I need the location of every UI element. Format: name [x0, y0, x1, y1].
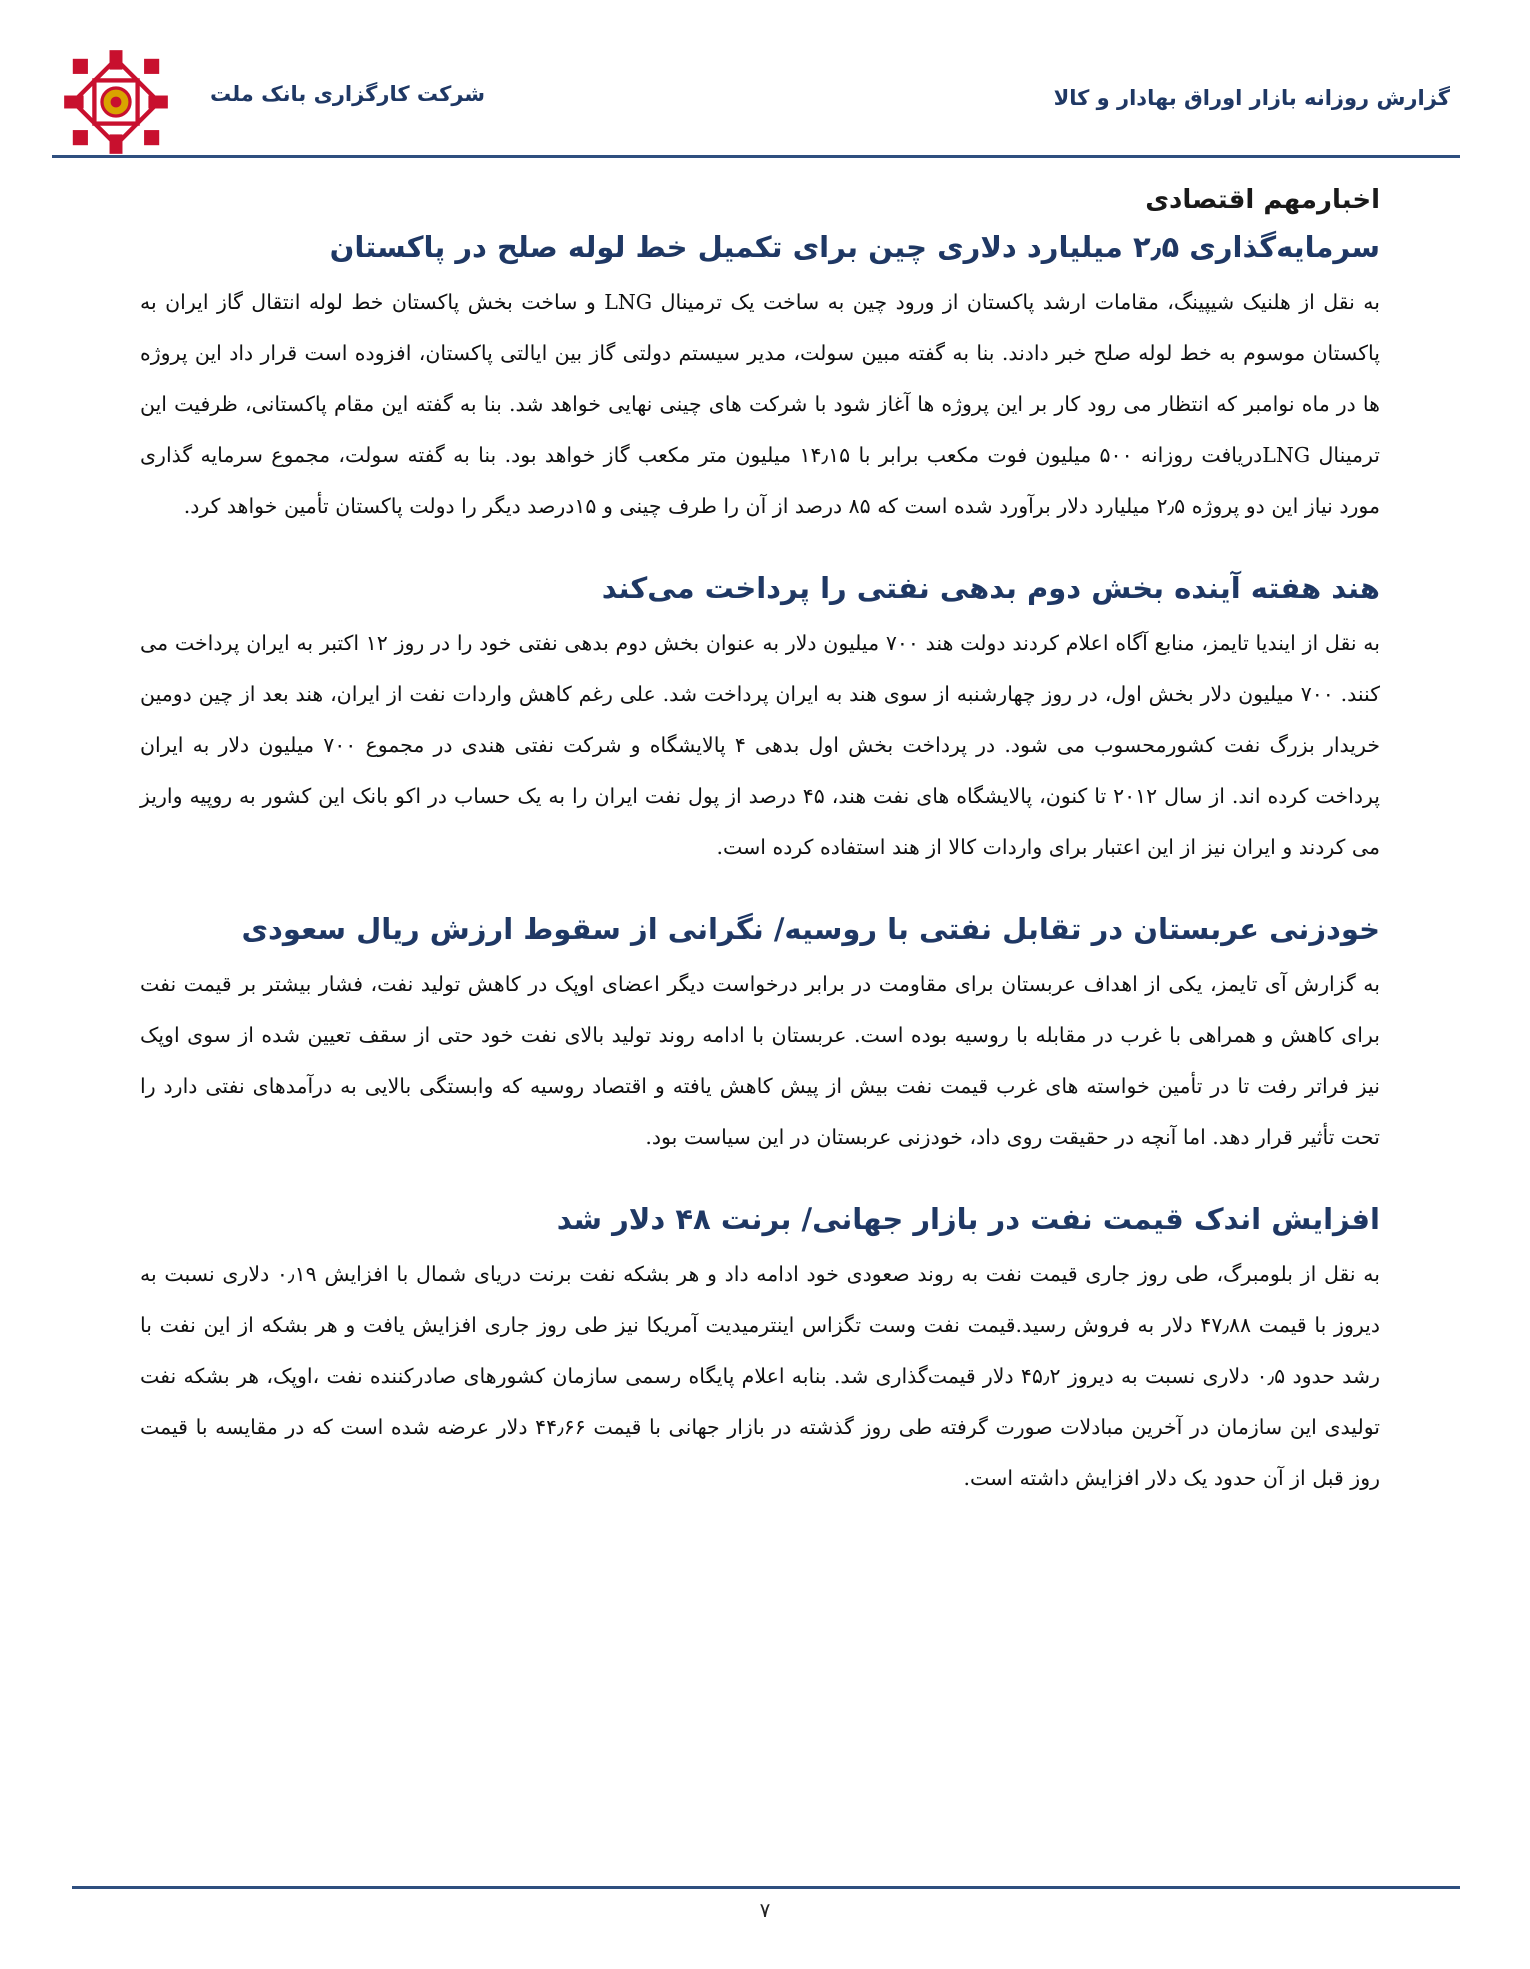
news-item: [140, 907, 1380, 1163]
footer-divider: [72, 1886, 1460, 1889]
news-body: به نقل از هلنیک شیپینگ، مقامات ارشد پاکستان از ورود چین به ساخت یک ترمینال LNG و ساخت بخش پاکستان خط لوله انتقال گاز ایران به پاکستان موسوم به خط لوله صلح خبر دادند. بنا به گفته مبین سولت، مدیر سیستم دولتی گاز بین ایالتی پاکستان، افزوده است قرار داد این پروژه ها در ماه نوامبر که انتظار می رود کار بر این پروژه ها آغاز شود با شرکت های چینی نهایی خواهد شد. بنا به گفته این مقام پاکستانی، ظرفیت این ترمینال LNGدریافت روزانه ۵۰۰ میلیون فوت مکعب برابر با ۱۴٫۱۵ میلیون متر مکعب گاز خواهد بود. بنا به گفته سولت، مجموع سرمایه گذاری مورد نیاز این دو پروژه ۲٫۵ میلیارد دلار برآورد شده است که ۸۵ درصد از آن را طرف چینی و ۱۵درصد دیگر را دولت پاکستان تأمین خواهد کرد.: [140, 290, 1380, 518]
company-name: شرکت کارگزاری بانک ملت: [210, 82, 486, 106]
news-item: [140, 566, 1380, 873]
page-number: ۷: [759, 1898, 771, 1922]
section-label: اخبارمهم اقتصادی: [1145, 185, 1380, 215]
news-body: به گزارش آی تایمز، یکی از اهداف عربستان برای مقاومت در برابر درخواست دیگر اعضای اوپک در کاهش تولید نفت، فشار بیشتر بر قیمت نفت برای کاهش و همراهی با غرب در مقابله با روسیه بوده است. عربستان با ادامه روند تولید بالای نفت خود حتی از سقف تعیین شده از سوی اوپک نیز فراتر رفت تا در تأمین خواسته های غرب قیمت نفت بیش از پیش کاهش یافته و اقتصاد روسیه که وابستگی بالایی به درآمدهای نفتی دارد را تحت تأثیر قرار دهد. اما آنچه در حقیقت روی داد، خودزنی عربستان در این سیاست بود.: [140, 972, 1380, 1149]
news-item: [140, 225, 1380, 532]
report-title: گزارش روزانه بازار اوراق بهادار و کالا: [1053, 86, 1450, 110]
main-content: [140, 175, 1380, 1538]
header-divider: [52, 155, 1460, 158]
news-item: [140, 1197, 1380, 1504]
page-header: [0, 0, 1530, 160]
news-body: به نقل از بلومبرگ، طی روز جاری قیمت نفت به روند صعودی خود ادامه داد و هر بشکه نفت برنت دریای شمال با افزایش ۰٫۱۹ دلاری نسبت به دیروز با قیمت ۴۷٫۸۸ دلار به فروش رسید.قیمت نفت وست تگزاس اینترمیدیت آمریکا نیز طی روز جاری افزایش یافت و هر بشکه از این نفت با رشد حدود ۰٫۵ دلاری نسبت به دیروز ۴۵٫۲ دلار قیمت‌گذاری شد. بنابه اعلام پایگاه رسمی سازمان کشورهای صادرکننده نفت ،اوپک، هر بشکه نفت تولیدی این سازمان در آخرین مبادلات صورت گرفته طی روز گذشته در بازار جهانی با قیمت ۴۴٫۶۶ دلار عرضه شده است که در مقایسه با قیمت روز قبل از آن حدود یک دلار افزایش داشته است.: [140, 1262, 1380, 1490]
news-title: افزایش اندک قیمت نفت در بازار جهانی/ برنت ۴۸ دلار شد: [556, 1202, 1380, 1236]
news-body: به نقل از ایندیا تایمز، منابع آگاه اعلام کردند دولت هند ۷۰۰ میلیون دلار به عنوان بخش دوم بدهی نفتی خود را در روز ۱۲ اکتبر به ایران پرداخت می کنند. ۷۰۰ میلیون دلار بخش اول، در روز چهارشنبه از سوی هند به ایران پرداخت شد. علی رغم کاهش واردات نفت از ایران، هند بعد از چین دومین خریدار بزرگ نفت کشورمحسوب می شود. در پرداخت بخش اول بدهی ۴ پالایشگاه و شرکت نفتی هندی در مجموع ۷۰۰ میلیون دلار به ایران پرداخت کرده اند. از سال ۲۰۱۲ تا کنون، پالایشگاه های نفت هند، ۴۵ درصد از پول نفت ایران را به یک حساب در اکو بانک این کشور به روپیه واریز می کردند و ایران نیز از این اعتبار برای واردات کالا از هند استفاده کرده است.: [140, 631, 1381, 859]
news-title: هند هفته آینده بخش دوم بدهی نفتی را پرداخت می‌کند: [601, 571, 1380, 605]
news-title: سرمایه‌گذاری ۲٫۵ میلیارد دلاری چین برای تکمیل خط لوله صلح در پاکستان: [329, 230, 1380, 264]
news-title: خودزنی عربستان در تقابل نفتی با روسیه/ نگرانی از سقوط ارزش ریال سعودی: [241, 912, 1380, 946]
bank-mellat-logo-icon: [62, 48, 170, 156]
